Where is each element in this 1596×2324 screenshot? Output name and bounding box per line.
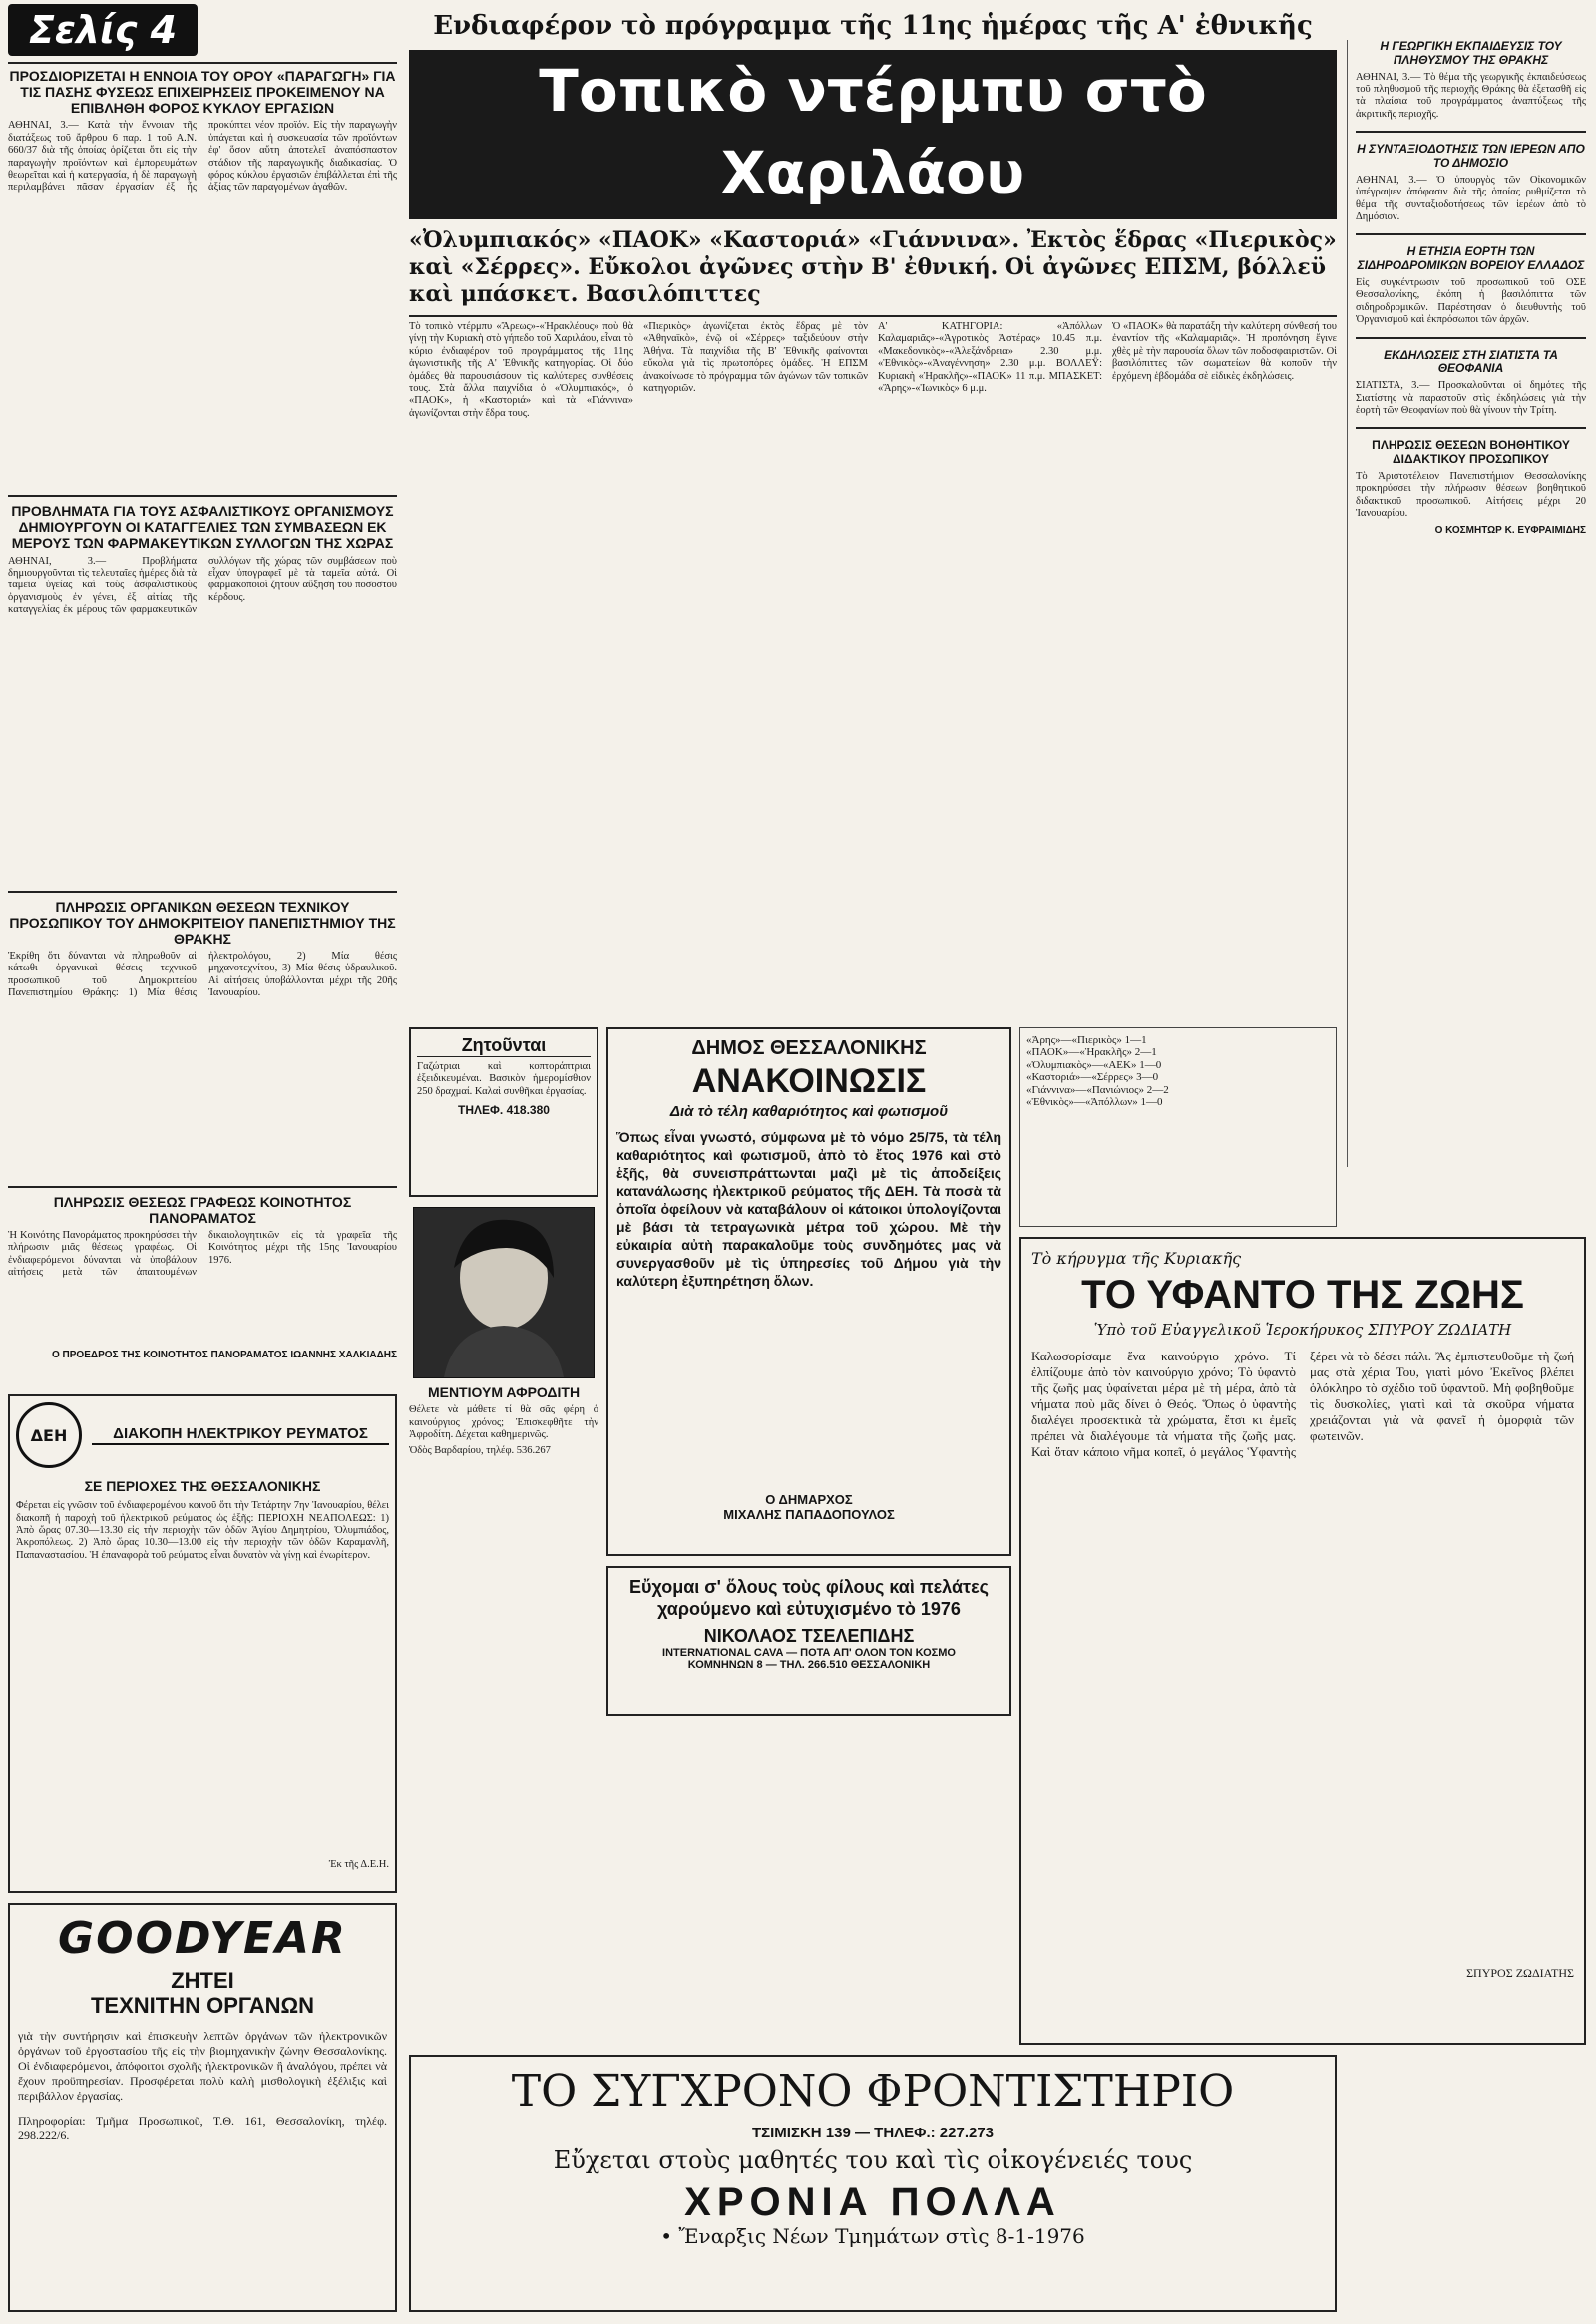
sports-headline xyxy=(409,50,1337,219)
goodyear-ad xyxy=(8,1903,397,2312)
deh-signature: Ἐκ τῆς Δ.Ε.Η. xyxy=(328,1859,389,1871)
article-title: Η ΓΕΩΡΓΙΚΗ ΕΚΠΑΙΔΕΥΣΙΣ ΤΟΥ ΠΛΗΘΥΣΜΟΥ ΤΗΣ ΘΡΑΚΗΣ xyxy=(1380,40,1562,67)
article-title: Η ΣΥΝΤΑΞΙΟΔΟΤΗΣΙΣ ΤΩΝ ΙΕΡΕΩΝ ΑΠΟ ΤΟ ΔΗΜΟΣΙΟ xyxy=(1357,142,1585,171)
sports-kicker: Ενδιαφέρον τὸ πρόγραμμα τῆς 11ης ἡμέρας τῆς Α' ἐθνικῆς xyxy=(433,11,1313,41)
dimos-subtitle-large: ΑΝΑΚΟΙΝΩΣΙΣ xyxy=(691,1062,927,1100)
headline-line1: Τοπικὸ ντέρμπυ στὸ Χαριλάου xyxy=(539,57,1207,206)
sports-column: Τὸ τοπικὸ ντέρμπυ «Ἄρεως»-«Ἡρακλέους» ποὺ θὰ γίνῃ τὴν Κυριακὴ στὸ γήπεδο τοῦ Χαριλάου, εἶναι τὸ κύριο ἐνδιαφέρον τοῦ προγράμματος τῆς 11ης ἀγωνιστικῆς τῆς Α' Ἐθνικῆς κατηγορίας. Οἱ δύο ὁμάδες θὰ παρουσιάσουν τὶς καλύτερες συνθέσεις τους. Στὰ ἄλλα παιχνίδια ὁ «Ὀλυμπιακός», ὁ «ΠΑΟΚ», ἡ «Καστοριά» καὶ τὰ «Γιάννινα» ἀγωνίζονται στὴν ἕδρα τους. xyxy=(409,321,636,419)
headline-line2 xyxy=(409,213,1337,219)
greeting-name: ΝΙΚΟΛΑΟΣ ΤΣΕΛΕΠΙΔΗΣ xyxy=(703,1626,915,1646)
article-body: Ἐκρίθη ὅτι δύνανται νὰ πληρωθοῦν αἱ κάτωθι ὀργανικαὶ θέσεις τεχνικοῦ προσωπικοῦ τοῦ Δημοκριτείου Πανεπιστημίου Θράκης: 1) Μία θέσις ἠλεκτρολόγου, 2) Μία θέσις μηχανοτεχνίτου, 3) Μία θέσις ὑδραυλικοῦ. Αἱ αἰτήσεις ὑποβάλλονται μέχρι τῆς 20ῆς Ἰανουαρίου. xyxy=(8,950,397,999)
article-title: ΠΛΗΡΩΣΙΣ ΘΕΣΕΩΣ ΓΡΑΦΕΩΣ ΚΟΙΝΟΤΗΤΟΣ ΠΑΝΟΡΑΜΑΤΟΣ xyxy=(53,1193,352,1226)
article-body: ΑΘΗΝΑΙ, 3.— Προβλήματα δημιουργοῦνται τὶς τελευταῖες ἡμέρες διὰ τὰ ταμεῖα ὑγείας καὶ τοὺς ἀσφαλιστικοὺς ὀργανισμοὺς ἐν γένει, ἐξ αἰτίας τῆς καταγγελίας ἐκ μέρους τῶν φαρμακευτικῶν συλλόγων τῆς χώρας τῶν συμβάσεων ποὺ εἶχαν ὑπογραφεῖ μὲ τὰ ταμεῖα αὐτά. Οἱ φαρμακοποιοὶ ζητοῦν αὔξηση τοῦ ποσοστοῦ κέρδους. xyxy=(8,555,397,616)
sports-column: «Πιερικὸς» ἀγωνίζεται ἐκτὸς ἕδρας μὲ τὸν «Ἀθηναϊκὸ», ἐνῷ οἱ «Σέρρες» ταξιδεύουν στὴν Ἀθήνα. Τὰ παιχνίδια τῆς Β' Ἐθνικῆς φαίνονται εὔκολα γιὰ τὶς πρωτοπόρες ὁμάδες. Ἡ ΕΠΣΜ ἀνακοίνωσε τὸ πρόγραμμα τῶν ἀγώνων τῶν τοπικῶν κατηγοριῶν. xyxy=(643,321,871,395)
greeting-address: ΚΟΜΝΗΝΩΝ 8 — ΤΗΛ. 266.510 ΘΕΣΣΑΛΟΝΙΚΗ xyxy=(687,1659,931,1672)
article-body: Τὸ Ἀριστοτέλειον Πανεπιστήμιον Θεσσαλονίκης προκηρύσσει τὴν πλήρωσιν θέσεων βοηθητικοῦ διδακτικοῦ προσωπικοῦ. Αἰτήσεις μέχρι 20 Ἰανουαρίου. xyxy=(1356,471,1586,520)
results-row: «Καστοριά»—«Σέρρες» 3—0 xyxy=(1026,1071,1159,1084)
article-signature: Ο ΠΡΟΕΔΡΟΣ ΤΗΣ ΚΟΙΝΟΤΗΤΟΣ ΠΑΝΟΡΑΜΑΤΟΣ ΙΩΑΝΝΗΣ ΧΑΛΚΙΑΔΗΣ xyxy=(51,1350,397,1361)
frontistirio-note: • Ἔναρξις Νέων Τμημάτων στὶς 8-1-1976 xyxy=(660,2223,1085,2248)
article-title: ΠΛΗΡΩΣΙΣ ΘΕΣΕΩΝ ΒΟΗΘΗΤΙΚΟΥ ΔΙΔΑΚΤΙΚΟΥ ΠΡΟΣΩΠΙΚΟΥ xyxy=(1372,438,1570,467)
article-title: ΠΡΟΒΛΗΜΑΤΑ ΓΙΑ ΤΟΥΣ ΑΣΦΑΛΙΣΤΙΚΟΥΣ ΟΡΓΑΝΙΣΜΟΥΣ ΔΗΜΙΟΥΡΓΟΥΝ ΟΙ ΚΑΤΑΓΓΕΛΙΕΣ ΤΩΝ ΣΥΜΒΑΣΕΩΝ ΕΚ ΜΕΡΟΥΣ ΤΩΝ ΦΑΡΜΑΚΕΥΤΙΚΩΝ ΣΥΛΛΟΓΩΝ ΤΗΣ ΧΩΡΑΣ xyxy=(11,503,394,552)
article-title: ΠΡΟΣΔΙΟΡΙΖΕΤΑΙ Η ΕΝΝΟΙΑ ΤΟΥ ΟΡΟΥ «ΠΑΡΑΓΩΓΗ» ΓΙΑ ΤΙΣ ΠΑΣΗΣ ΦΥΣΕΩΣ ΕΠΙΧΕΙΡΗΣΕΙΣ ΠΡΟΚΕΙΜΕΝΟΥ ΝΑ ΕΠΙΒΛΗΘΗ ΦΟΡΟΣ ΚΥΚΛΟΥ ΕΡΓΑΣΙΩΝ xyxy=(9,68,396,117)
frontistirio-big: ΧΡΟΝΙΑ ΠΟΛΛΑ xyxy=(684,2179,1061,2224)
article-body: Εἰς συγκέντρωσιν τοῦ προσωπικοῦ τοῦ ΟΣΕ Θεσσαλονίκης, ἐκόπη ἡ βασιλόπιττα τῶν σιδηροδρομικῶν. Παρέστησαν ὁ διευθυντὴς τοῦ Ὀργανισμοῦ καὶ ἐκπρόσωποι τῶν ἀρχῶν. xyxy=(1356,277,1586,326)
frontistirio-title: ΤΟ ΣΥΓΧΡΟΝΟ ΦΡΟΝΤΙΣΤΗΡΙΟ xyxy=(511,2066,1235,2117)
article-title: Η ΕΤΗΣΙΑ ΕΟΡΤΗ ΤΩΝ ΣΙΔΗΡΟΔΡΟΜΙΚΩΝ ΒΟΡΕΙΟΥ ΕΛΛΑΔΟΣ xyxy=(1357,244,1585,273)
sermon-kicker: Τὸ κήρυγμα τῆς Κυριακῆς xyxy=(1031,1249,1242,1268)
sermon-signature: ΣΠΥΡΟΣ ΖΩΔΙΑΤΗΣ xyxy=(1466,1966,1574,1981)
sermon-title: ΤΟ ΥΦΑΝΤΟ ΤΗΣ ΖΩΗΣ xyxy=(1081,1273,1524,1317)
article-body: ΣΙΑΤΙΣΤΑ, 3.— Προσκαλοῦνται οἱ δημότες τῆς Σιατίστης νὰ παραστοῦν στὶς ἐκδηλώσεις γιὰ τὴν ἑορτὴ τῶν Θεοφανίων ποὺ θὰ γίνουν τὴν Τρίτη. xyxy=(1356,380,1586,417)
article-body: ΑΘΗΝΑΙ, 3.— Τὸ θέμα τῆς γεωργικῆς ἐκπαιδεύσεως τοῦ πληθυσμοῦ τῆς περιοχῆς Θράκης θὰ ἐξετασθῆ εἰς τὰ πλαίσια τοῦ προγράμματος ἀναπτύξεως τῆς ἀκριτικῆς περιοχῆς. xyxy=(1356,71,1586,120)
mentiou-phone: Ὁδὸς Βαρδαρίου, τηλέφ. 536.267 xyxy=(409,1445,551,1457)
dimos-subject: Διὰ τὸ τέλη καθαριότητος καὶ φωτισμοῦ xyxy=(669,1103,949,1121)
zitountai-body: Γαζώτριαι καὶ κοπτοράπτριαι ἐξειδικευμέναι. Βασικὸν ἡμερομίσθιον 250 δραχμαί. Καλαὶ συνθῆκαι ἐργασίας. xyxy=(417,1060,594,1097)
sermon-author: Ὑπὸ τοῦ Εὐαγγελικοῦ Ἱεροκήρυκος ΣΠΥΡΟΥ ΖΩΔΙΑΤΗ xyxy=(1093,1321,1512,1339)
page-label: Σελίς 4 xyxy=(28,8,178,52)
zitountai-ad xyxy=(409,1027,598,1197)
sermon-body: Καλωσορίσαμε ἕνα καινούργιο χρόνο. Τί ἐλπίζουμε ἀπὸ τὸν καινούργιο χρόνο; Τὸ ὑφαντὸ τῆς ζωῆς μας ὑφαίνεται μέρα μὲ τὴ μέρα, ἀπὸ τὰ νήματα ποὺ μᾶς δίνει ὁ Θεός. Ὅπως ὁ ὑφαντὴς διαλέγει προσεκτικὰ τὰ χρώματα, ἔτσι κι ἐμεῖς πρέπει νὰ διαλέγουμε τὰ νήματα τῆς ζωῆς μας. Καὶ ὅταν κάποιο νῆμα κοπεῖ, ὁ μεγάλος Ὑφαντὴς ξέρει νὰ τὸ δέσει πάλι. Ἂς ἐμπιστευθοῦμε τὴ ζωή μας στὰ χέρια Του, γιατὶ μόνο Ἐκεῖνος βλέπει ὁλόκληρο τὸ σχέδιο τοῦ ὑφαντοῦ. Μὴ φοβηθοῦμε τὶς δυσκολίες, γιατὶ καὶ τὰ σκοῦρα νήματα χρειάζονται γιὰ νὰ φανεῖ ἡ ὀμορφιὰ τῶν φωτεινῶν. xyxy=(1031,1349,1578,1460)
frontistirio-ad xyxy=(409,2055,1337,2312)
deh-title: ΔΙΑΚΟΠΗ ΗΛΕΚΤΡΙΚΟΥ ΡΕΥΜΑΤΟΣ xyxy=(92,1425,389,1444)
results-row: «Ὀλυμπιακὸς»—«ΑΕΚ» 1—0 xyxy=(1026,1058,1162,1071)
article-title: ΕΚΔΗΛΩΣΕΙΣ ΣΤΗ ΣΙΑΤΙΣΤΑ ΤΑ ΘΕΟΦΑΝΙΑ xyxy=(1384,347,1558,376)
mentiou-ad xyxy=(409,1207,598,1556)
deh-logo: ΔΕΗ xyxy=(16,1402,82,1468)
deh-body: Φέρεται εἰς γνῶσιν τοῦ ἐνδιαφερομένου κοινοῦ ὅτι τὴν Τετάρτην 7ην Ἰανουαρίου, θέλει διακοπῆ ἡ παροχὴ τοῦ ἠλεκτρικοῦ ρεύματος ὡς ἑξῆς: ΠΕΡΙΟΧΗ ΝΕΑΠΟΛΕΩΣ: 1) Ἀπὸ ὥρας 07.30—13.30 εἰς τὴν περιοχὴν τῶν ὁδῶν Ἀγίου Δημητρίου, Ὀλυμπιάδος, Ἀκροπόλεως. 2) Ἀπὸ ὥρας 10.30—13.00 εἰς τὴν περιοχὴν τῶν ὁδῶν Καραμανλῆ, Παπαναστασίου. Ἡ ἐπαναφορὰ τοῦ ρεύματος εἶναι δυνατὸν νὰ γίνῃ καὶ ἐνωρίτερον. xyxy=(16,1500,392,1561)
results-table xyxy=(1019,1027,1337,1227)
left-column xyxy=(8,68,397,1384)
article-body: ΑΘΗΝΑΙ, 3.— Κατὰ τὴν ἔννοιαν τῆς διατάξεως τοῦ ἄρθρου 6 παρ. 1 τοῦ Α.Ν. 660/37 διὰ τῆς ὁποίας ὁρίζεται ὅτι εἰς τὴν παραγωγὴν προϊόντων καὶ ἐμπορευμάτων θεωρεῖται καὶ ἡ κατεργασία, ἡ δὲ παραγωγὴ περιλαμβάνει πᾶσαν ἐργασίαν ἐξ ἧς προκύπτει νέον προϊόν. Εἰς τὴν παραγωγὴν ὑπάγεται καὶ ἡ συσκευασία τῶν προϊόντων ἐφ' ὅσον αὕτη ἀποτελεῖ ἀναπόσπαστον στάδιον τῆς παραγωγικῆς διαδικασίας. Ὁ φόρος κύκλου ἐργασιῶν ἐπιβάλλεται ἐπὶ τῆς ἀξίας τῶν παραγομένων ἀγαθῶν. xyxy=(8,120,397,194)
mentiou-title: ΜΕΝΤΙΟΥΜ ΑΦΡΟΔΙΤΗ xyxy=(427,1384,581,1400)
goodyear-logo: GOODYEAR xyxy=(58,1913,347,1964)
dimos-body: Ὅπως εἶναι γνωστό, σύμφωνα μὲ τὸ νόμο 25/75, τὰ τέλη καθαριότητος καὶ φωτισμοῦ, ἀπὸ τὸ ἔτος 1976 καὶ στὸ ἑξῆς, θὰ συνεισπράττωνται μαζὶ μὲ τὶς ἀποδείξεις κατανάλωσης ἠλεκτρικοῦ ρεύματος τῆς ΔΕΗ. Τὰ ποσὰ τὰ ὁποῖα ὀφείλουν νὰ καταβάλουν οἱ κάτοικοι ὑπολογίζονται μὲ βάσι τὰ τετραγωνικὰ μέτρα τοῦ χώρου. Μὲ τὴν εὐκαιρία αὐτὴ παρακαλοῦμε τοὺς συνδημότες μας νὰ συνεργασθοῦν μὲ τὶς ὑπηρεσίες τοῦ Δήμου γιὰ τὴν καλύτερη ἐξυπηρέτηση ὅλων. xyxy=(616,1129,1001,1290)
deh-subtitle: ΣΕ ΠΕΡΙΟΧΕΣ ΤΗΣ ΘΕΣΣΑΛΟΝΙΚΗΣ xyxy=(84,1478,321,1494)
goodyear-contact: Πληροφορίαι: Τμῆμα Προσωπικοῦ, Τ.Θ. 161, Θεσσαλονίκη, τηλέφ. 298.222/6. xyxy=(18,2113,390,2142)
greeting-ad xyxy=(606,1566,1011,1716)
article-body: ΑΘΗΝΑΙ, 3.— Ὁ ὑπουργὸς τῶν Οἰκονομικῶν ὑπέγραψεν ἀπόφασιν διὰ τῆς ὁποίας ρυθμίζεται τὸ θέμα τῆς συνταξιοδοτήσεως τῶν ἱερέων ἀπὸ τὸ Δημόσιον. xyxy=(1356,174,1586,223)
zitountai-phone: ΤΗΛΕΦ. 418.380 xyxy=(458,1102,550,1117)
results-row: «Ἐθνικὸς»—«Ἀπόλλων» 1—0 xyxy=(1026,1096,1163,1109)
zitountai-title: Ζητοῦνται xyxy=(417,1035,591,1057)
greeting-company: INTERNATIONAL CAVA — ΠΟΤΑ ΑΠ' ΟΛΟΝ ΤΟΝ ΚΟΣΜΟ xyxy=(662,1646,956,1659)
results-row: «Ἀρης»—«Πιερικὸς» 1—1 xyxy=(1026,1034,1147,1046)
mentiou-photo xyxy=(413,1207,595,1378)
dimos-title: ΔΗΜΟΣ ΘΕΣΣΑΛΟΝΙΚΗΣ xyxy=(691,1037,927,1059)
frontistirio-address: ΤΣΙΜΙΣΚΗ 139 — ΤΗΛΕΦ.: 227.273 xyxy=(751,2125,995,2141)
dimos-sign-name: ΜΙΧΑΛΗΣ ΠΑΠΑΔΟΠΟΥΛΟΣ xyxy=(723,1507,895,1523)
results-row: «Γιάννινα»—«Πανιώνιος» 2—2 xyxy=(1026,1083,1169,1096)
article-title: ΠΛΗΡΩΣΙΣ ΟΡΓΑΝΙΚΩΝ ΘΕΣΕΩΝ ΤΕΧΝΙΚΟΥ ΠΡΟΣΩΠΙΚΟΥ ΤΟΥ ΔΗΜΟΚΡΙΤΕΙΟΥ ΠΑΝΕΠΙΣΤΗΜΙΟΥ ΤΗΣ ΘΡΑΚΗΣ xyxy=(9,898,396,947)
goodyear-line2: ΤΕΧΝΙΤΗΝ ΟΡΓΑΝΩΝ xyxy=(90,1993,315,2019)
sports-column: Ὁ «ΠΑΟΚ» θὰ παρατάξη τὴν καλύτερη σύνθεσή του ἐναντίον τῆς «Καλαμαριᾶς». Ἡ προπόνηση ἔγινε χθὲς μὲ τὴν παρουσία ὅλων τῶν ποδοσφαιριστῶν. Οἱ βασιλόπιττες τῶν σωματείων θὰ κοποῦν τὴν ἐρχόμενη ἑβδομάδα σὲ εἰδικὲς ἐκδηλώσεις. xyxy=(1112,321,1337,382)
portrait-image xyxy=(414,1208,594,1377)
mentiou-body: Θέλετε νὰ μάθετε τί θὰ σᾶς φέρη ὁ καινούργιος χρόνος; Ἐπισκεφθῆτε τὴν Ἀφροδίτη. Δέχεται καθημερινῶς. xyxy=(409,1404,598,1440)
article-signature: Ο ΚΟΣΜΗΤΩΡ Κ. ΕΥΦΡΑΙΜΙΔΗΣ xyxy=(1434,524,1586,536)
page-label-box xyxy=(8,4,198,56)
goodyear-body: γιὰ τὴν συντήρησιν καὶ ἐπισκευὴν λεπτῶν ὀργάνων τῶν ἠλεκτρονικῶν ὀργάνων τοῦ ἐργοστασίου τῆς εἰς τὴν βιομηχανικὴν ζώνην Θεσσαλονίκης. Οἱ ἐνδιαφερόμενοι, ἀπόφοιτοι σχολῆς ἠλεκτρονικῶν ἢ ἀναλόγου, πρέπει νὰ ἔχουν προϋπηρεσίαν. Προσφέρεται πολὺ καλὴ μισθολογικὴ ἐξέλιξις καὶ περιβάλλον ἐργασίας. xyxy=(18,2028,390,2103)
sports-subhead: «Ὀλυμπιακός» «ΠΑΟΚ» «Καστοριά» «Γιάννινα». Ἐκτὸς ἕδρας «Πιερικὸς» καὶ «Σέρρες». Εὔκολοι ἀγῶνες στὴν Β' ἐθνική. Οἱ ἀγῶνες ΕΠΣΜ, βόλλεϋ καὶ μπάσκετ. Βασιλόπιττες xyxy=(409,227,1337,307)
sports-article xyxy=(409,321,1337,820)
results-row: «ΠΑΟΚ»—«Ἡρακλῆς» 2—1 xyxy=(1026,1046,1157,1059)
greeting-text: Εὔχομαι σ' ὅλους τοὺς φίλους καὶ πελάτες χαρούμενο καὶ εὐτυχισμένο τὸ 1976 xyxy=(629,1577,989,1619)
article-body: Ἡ Κοινότης Πανοράματος προκηρύσσει τὴν πλήρωσιν μιᾶς θέσεως γραφέως. Οἱ ἐνδιαφερόμενοι δύνανται νὰ ὑποβάλουν αἰτήσεις μετὰ τῶν ἀπαιτουμένων δικαιολογητικῶν εἰς τὰ γραφεῖα τῆς Κοινότητος μέχρι τῆς 15ης Ἰανουαρίου 1976. xyxy=(8,1230,397,1279)
goodyear-line1: ΖΗΤΕΙ xyxy=(171,1968,234,1993)
right-column xyxy=(1347,40,1586,1167)
sports-column: Α' ΚΑΤΗΓΟΡΙΑ: «Ἀπόλλων Καλαμαριᾶς»-«Ἀγροτικὸς Ἀστέρας» 10.45 π.μ. «Μακεδονικὸς»-«Ἀλεξάνδρεια» 2.30 μ.μ. «Ἐθνικὸς»-«Ἀναγέννηση» 2.30 μ.μ. ΒΟΛΛΕΫ: Κυριακὴ «Ἡρακλῆς»-«ΠΑΟΚ» 11 π.μ. ΜΠΑΣΚΕΤ: «Ἄρης»-«Ἰωνικὸς» 6 μ.μ. xyxy=(878,321,1105,395)
dimos-sign-title: Ο ΔΗΜΑΡΧΟΣ xyxy=(765,1492,853,1508)
dimos-announcement xyxy=(606,1027,1011,1556)
sermon-box xyxy=(1019,1237,1586,2045)
deh-announcement xyxy=(8,1394,397,1893)
frontistirio-wish: Εὔχεται στοὺς μαθητές του καὶ τὶς οἰκογένειές τους xyxy=(553,2146,1193,2175)
